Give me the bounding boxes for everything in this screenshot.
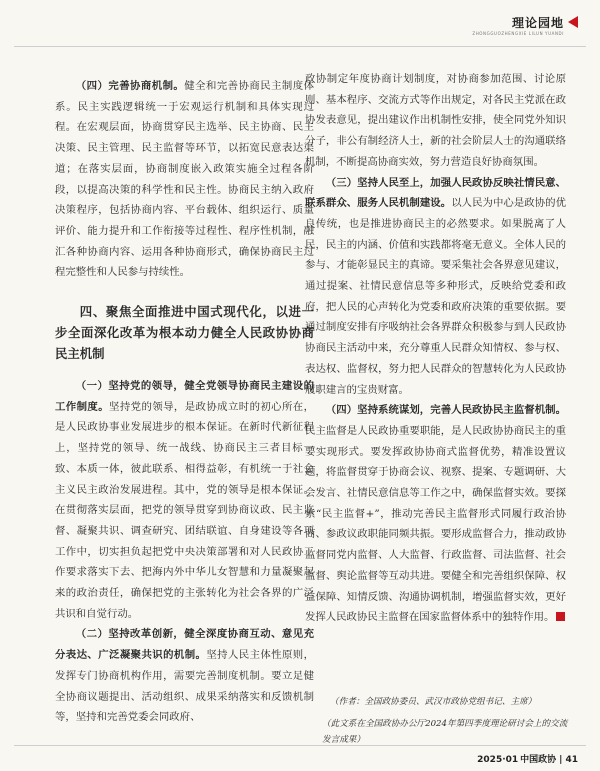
issue-number: 2025·01 [477,755,519,765]
paragraph-text: 民主监督是人民政协重要职能，是人民政协协商民主的重要实现形式。要发挥政协协商式监督优势，精准设置议题，将监督贯穿于协商会议、视察、提案、专题调研、大会发言、社情民意信息等工作之中，确保监督实效。要探索“民主监督+”，推动完善民主监督形式同履行政治协商、参政议政职能同频共振。要形成监督合力，推动政协监督同党内监督、人大监督、行政监督、司法监督、社会监督、舆论监督等互动共进。要健全和完善组织保障、权益保障、知情反馈、沟通协调机制，增强监督实效，更好发挥人民政协民主监督在国家监督体系中的独特作用。 [305,424,566,624]
header-rule [14,46,586,47]
paragraph-text: 健全和完善协商民主制度体系。民主实践逻辑统一于宏观运行机制和具体实现过程。在宏观层面，协商贯穿民主选举、民主协商、民主决策、民主管理、民主监督等环节，以拓宽民意表达渠道；在落实层面，协商制度嵌入政策实施全过程各阶段，以提高决策的科学性和民主性。协商民主纳入政府决策程序，包括协商内容、平台载体、组织运行、质量评价、能力提升和工作衔接等过程性、程序性机制，融汇各种协商内容、运用各种协商形式，确保协商民主过程完整性和人民参与持续性。 [55,80,315,279]
paragraph-heading: （一）坚持党的领导，健全党领导协商民主建设的工作制度。 [55,380,314,413]
page-header [0,0,600,48]
footer-rule [14,745,586,746]
paragraph-text: 以人民为中心是政协的优良传统，也是推进协商民主的必然要求。如果脱离了人民，民主的内涵、价值和实践都将毫无意义。全体人民的参与、才能彰显民主的真谛。要采集社会各界意见建议，通过提案、社情民意信息等多种形式，反映给党委和政府，把人民的心声转化为党委和政府决策的重要依据。要通过制度安排有序吸纳社会各界群众积极参与到人民政协协商民主活动中来，充分尊重人民群众知情权、参与权、表达权、监督权，努力把人民群众的智慧转化为人民政协履职建言的宝贵财富。 [305,197,566,396]
right-column [305,69,566,628]
paragraph-heading: （四）完善协商机制。 [75,80,185,92]
column-title: 理论园地 [511,16,564,30]
section-title: 四、聚焦全面推进中国式现代化，以进一步全面深化改革为根本动力健全人民政协协商民主机制 [55,304,314,362]
source-note: （此文系在全国政协办公厅2024年第四季度理论研讨会上的交流发言成果） [322,719,568,745]
separator: | [559,755,563,765]
column-subtitle: ZHONGGUOZHENGXIE LILUN YUANDI [472,31,564,36]
page-footer [477,752,578,766]
paragraph-text: 坚持党的领导，是政协成立时的初心所在，是人民政协事业发展进步的根本保证。在新时代新征程上，坚持党的领导、统一战线、协商民主三者目标一致、本质一体，彼此联系、相得益彰，有机统一于社会主义民主政治发展进程。其中，党的领导是根本保证。在贯彻落实层面，把党的领导贯穿到协商议政、民主监督、凝聚共识、调查研究、团结联谊、自身建设等各项工作中，切实担负起把党中央决策部署和对人民政协工作要求落实下去、把海内外中华儿女智慧和力量凝聚起来的政治责任，确保把党的主张转化为社会各界的广泛共识和自觉行动。 [55,400,314,620]
page-number: 41 [565,755,578,765]
end-mark-icon [556,612,565,621]
left-column [55,76,314,728]
paragraph-text: 坚持人民主体性原则，发挥专门协商机构作用，需要完善制度机制。要立足健全协商议题提出、活动组织、成果采纳落实和反馈机制等，坚持和完善党委会同政府、 [55,649,314,724]
paragraph-heading: （二）坚持改革创新，健全深度协商互动、意见充分表达、广泛凝聚共识的机制。 [55,628,314,662]
paragraph [55,376,314,624]
magazine-name: 中国政协 [520,755,557,765]
paragraph [305,400,566,628]
paragraph-text: 政协制定年度协商计划制度，对协商参加范围、讨论原则、基本程序、交流方式等作出规定，对各民主党派在政协发表意见，提出建议作出机制性安排，使全同党外知识分子，非公有制经济人士，新的社会阶层人士的沟通联络机制，不断提高协商实效，努力营造良好协商氛围。 [305,73,566,168]
author-note: （作者：全国政协委员、武汉市政协党组书记、主席） [330,697,537,707]
paragraph-heading: （三）坚持人民至上，加强人民政协反映社情民意、联系群众、服务人民机制建设。 [305,176,566,210]
paragraph [55,624,314,728]
paragraph [55,76,314,283]
paragraph-heading: （四）坚持系统谋划，完善人民政协民主监督机制。 [325,404,566,417]
paragraph [305,173,566,401]
triangle-marker-icon [568,16,578,28]
